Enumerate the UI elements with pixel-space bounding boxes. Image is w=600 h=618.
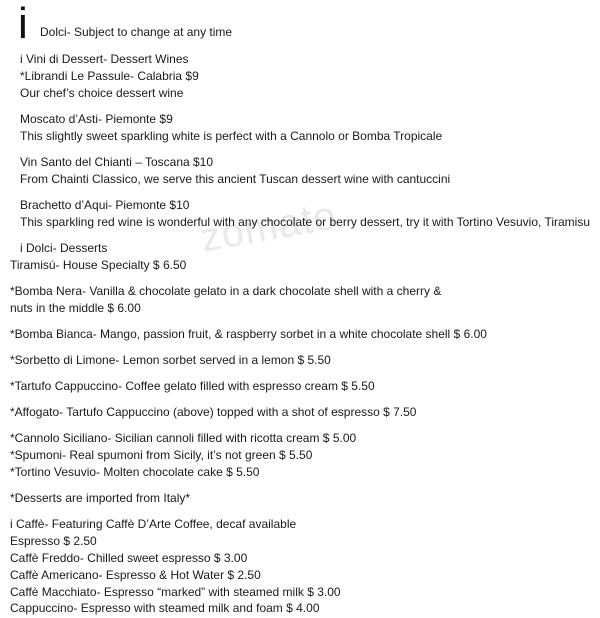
menu-item: *Spumoni- Real spumoni from Sicily, it’s not green $ 5.50 <box>10 448 313 462</box>
menu-item: Espresso $ 2.50 <box>10 534 97 548</box>
menu-item: Caffè Macchiato- Espresso “marked” with steamed milk $ 3.00 <box>10 585 341 599</box>
menu-item: Tiramisú- House Specialty $ 6.50 <box>10 258 187 272</box>
menu-item: Moscato d’Asti- Piemonte $9 <box>20 112 173 126</box>
drop-cap: i <box>18 0 28 48</box>
menu-item: Brachetto d’Aqui- Piemonte $10 <box>20 198 190 212</box>
menu-item: Cappuccino- Espresso with steamed milk and foam $ 4.00 <box>10 601 320 615</box>
menu-item-description: This sparkling red wine is wonderful with any chocolate or berry dessert, try it with Tortino Vesuvio, Tiramisu <box>20 215 591 229</box>
menu-item: *Bomba Bianca- Mango, passion fruit, & raspberry sorbet in a white chocolate shell $ 6.00 <box>10 327 487 341</box>
menu-item: *Tortino Vesuvio- Molten chocolate cake $ 5.50 <box>10 465 260 479</box>
menu-item-description: This slightly sweet sparkling white is perfect with a Cannolo or Bomba Tropicale <box>20 129 443 143</box>
note: *Desserts are imported from Italy* <box>10 491 191 505</box>
menu-item: Vin Santo del Chianti – Toscana $10 <box>20 155 214 169</box>
menu-item: Caffè Freddo- Chilled sweet espresso $ 3.00 <box>10 551 248 565</box>
menu-item: *Librandi Le Passule- Calabria $9 <box>20 69 199 83</box>
menu-item-description: From Chainti Classico, we serve this ancient Tuscan dessert wine with cantuccini <box>20 172 451 186</box>
watermark: zomato <box>197 193 340 261</box>
section-heading-desserts: i Dolci- Desserts <box>20 241 108 255</box>
menu-item: *Tartufo Cappuccino- Coffee gelato filled with espresso cream $ 5.50 <box>10 379 375 393</box>
menu-item: Caffè Americano- Espresso & Hot Water $ 2.50 <box>10 568 261 582</box>
section-heading-coffee: i Caffè- Featuring Caffè D’Arte Coffee, decaf available <box>10 517 297 531</box>
menu-item: *Bomba Nera- Vanilla & chocolate gelato in a dark chocolate shell with a cherry & <box>10 284 442 298</box>
menu-item: *Sorbetto di Limone- Lemon sorbet served in a lemon $ 5.50 <box>10 353 331 367</box>
menu-item-description: Our chef’s choice dessert wine <box>20 86 184 100</box>
section-heading-wines: i Vini di Dessert- Dessert Wines <box>20 52 189 66</box>
menu-item: *Cannolo Siciliano- Sicilian cannoli filled with ricotta cream $ 5.00 <box>10 431 357 445</box>
menu-item: nuts in the middle $ 6.00 <box>10 301 141 315</box>
page-title: Dolci- Subject to change at any time <box>40 25 233 39</box>
menu-item: *Affogato- Tartufo Cappuccino (above) topped with a shot of espresso $ 7.50 <box>10 405 417 419</box>
